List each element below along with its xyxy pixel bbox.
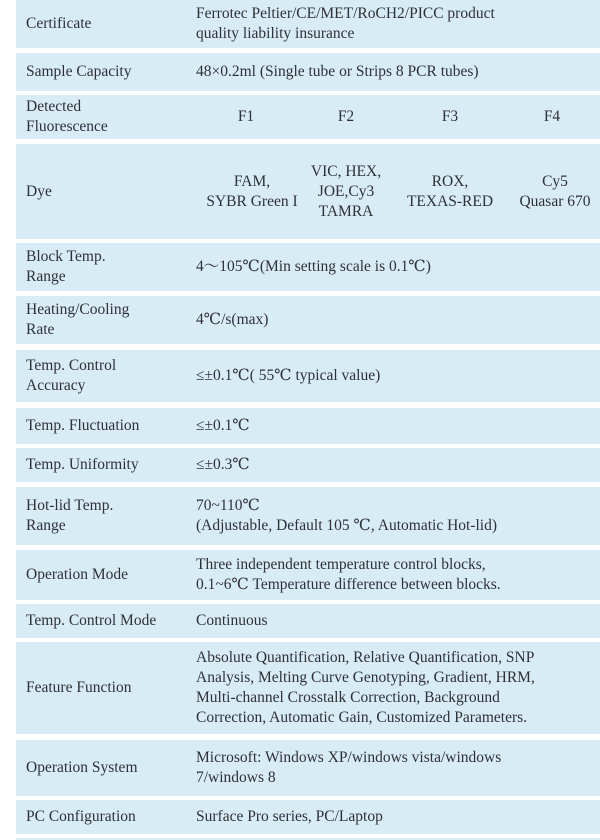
spec-label: Sample Capacity [26, 63, 132, 80]
spec-value: 4～105℃(Min setting scale is 0.1℃) [196, 258, 431, 275]
channel-f3: F3 [441, 108, 459, 125]
spec-label: PC Configuration [26, 808, 136, 825]
channel-f1: F1 [237, 108, 255, 125]
spec-value: Absolute Quantification, Relative Quantification, SNP Analysis, Melting Curve Genotyping, Gradient, HRM, Multi-channel Crosstalk Correction, Background Correction, Automatic Gain, Customized Parameters. [196, 649, 535, 726]
spec-value: Continuous [196, 612, 268, 629]
spec-value: 48×0.2ml (Single tube or Strips 8 PCR tubes) [196, 63, 479, 80]
spec-label: Hot-lid Temp. Range [26, 497, 114, 534]
spec-value: Three independent temperature control blocks, 0.1~6℃ Temperature difference between blocks. [196, 556, 501, 593]
spec-label: Feature Function [26, 679, 132, 696]
spec-value: 4℃/s(max) [196, 311, 269, 328]
channel-f2: F2 [337, 108, 355, 125]
spec-label: Temp. Control Accuracy [26, 357, 117, 394]
spec-row-block-temp-range [16, 243, 600, 291]
dye-f1: FAM, SYBR Green I [206, 172, 298, 210]
fluorescence-channels [196, 95, 600, 139]
spec-label: Heating/Cooling Rate [26, 301, 130, 338]
spec-row-temp-control-mode [16, 604, 600, 638]
spec-label: Dye [26, 182, 52, 200]
spec-value: ≤±0.3℃ [196, 456, 250, 473]
spec-label: Temp. Control Mode [26, 612, 157, 629]
spec-value: Ferrotec Peltier/CE/MET/RoCH2/PICC product quality liability insurance [196, 5, 495, 42]
spec-label: Detected Fluorescence [26, 98, 108, 135]
spec-row-hot-lid-temp-range [16, 487, 600, 545]
dye-f3: ROX, TEXAS-RED [406, 172, 494, 210]
spec-row-sample-capacity [16, 53, 600, 91]
spec-row-dye [16, 144, 600, 239]
spec-value: Microsoft: Windows XP/windows vista/windows 7/windows 8 [196, 749, 502, 786]
spec-label: Operation System [26, 759, 138, 776]
spec-row-pc-configuration [16, 800, 600, 834]
spec-label: Temp. Fluctuation [26, 417, 140, 434]
spec-label: Temp. Uniformity [26, 456, 139, 473]
spec-value: 70~110℃ (Adjustable, Default 105 ℃, Automatic Hot-lid) [196, 497, 498, 534]
spec-label: Operation Mode [26, 566, 129, 583]
spec-row-operation-mode [16, 550, 600, 600]
dye-f2: VIC, HEX, JOE,Cy3 TAMRA [310, 162, 382, 220]
spec-row-certificate [16, 0, 600, 48]
spec-row-temp-fluctuation [16, 408, 600, 444]
spec-value: Surface Pro series, PC/Laptop [196, 808, 383, 825]
spec-label: Certificate [26, 15, 92, 32]
spec-row-temp-uniformity [16, 448, 600, 482]
spec-row-feature-function [16, 642, 600, 734]
spec-row-temp-control-accuracy [16, 350, 600, 402]
spec-label: Block Temp. Range [26, 248, 106, 285]
spec-row-detected-fluorescence [16, 95, 600, 139]
spec-value: ≤±0.1℃ [196, 417, 250, 434]
spec-row-operation-system [16, 740, 600, 796]
channel-f4: F4 [543, 108, 561, 125]
spec-row-heating-cooling-rate [16, 296, 600, 344]
dye-columns [196, 144, 600, 239]
dye-f4: Cy5 Quasar 670 [519, 172, 591, 210]
spec-value: ≤±0.1℃( 55℃ typical value) [196, 367, 381, 384]
